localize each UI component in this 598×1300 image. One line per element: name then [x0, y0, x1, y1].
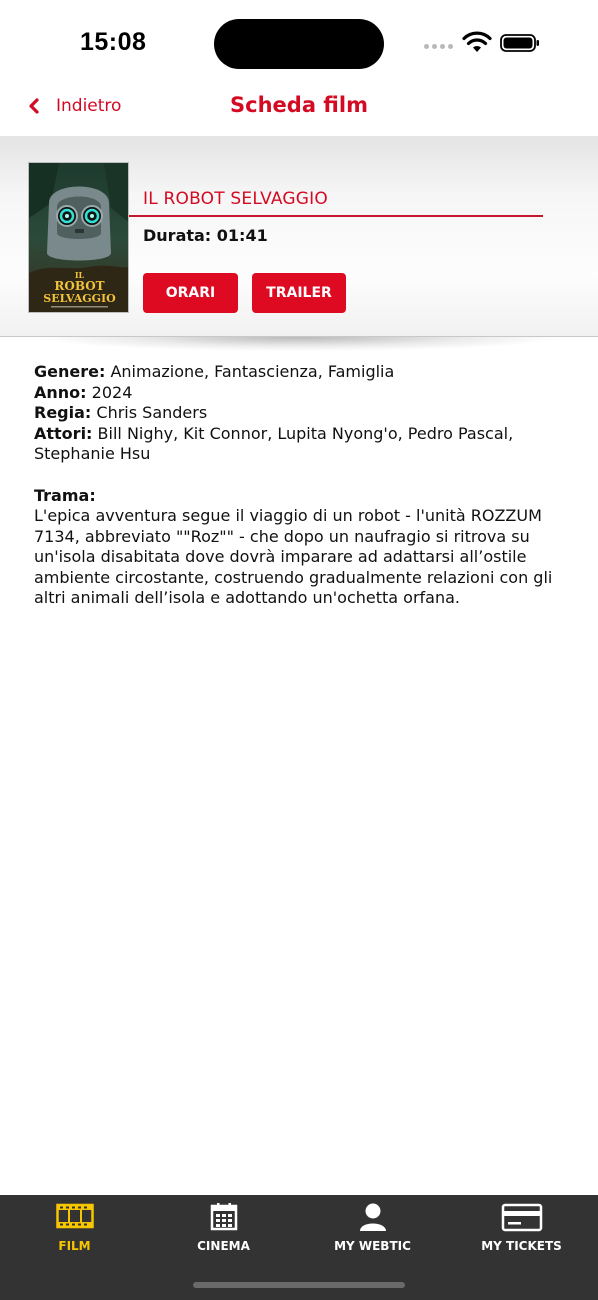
- card-icon: [501, 1202, 543, 1232]
- movie-header: [0, 136, 598, 337]
- year-row: [34, 383, 574, 404]
- director-label: Regia:: [34, 403, 92, 422]
- plot-label: Trama:: [34, 485, 96, 505]
- movie-duration: Durata: 01:41: [143, 226, 268, 245]
- poster-title-selvaggio: SELVAGGIO: [43, 292, 116, 305]
- film-icon: [56, 1202, 94, 1230]
- tab-my-webtic[interactable]: [298, 1195, 447, 1265]
- title-divider: [129, 215, 543, 217]
- tab-my-tickets-label: MY TICKETS: [481, 1239, 562, 1253]
- director-row: [34, 403, 574, 424]
- actors-row: [34, 424, 574, 465]
- battery-icon: [500, 33, 540, 53]
- calendar-icon: [209, 1202, 239, 1232]
- trailer-button[interactable]: TRAILER: [252, 273, 346, 313]
- movie-details: [34, 362, 574, 609]
- actors-label: Attori:: [34, 423, 93, 443]
- tab-cinema[interactable]: [149, 1195, 298, 1265]
- plot-text: L'epica avventura segue il viaggio di un robot - l'unità ROZZUM 7134, abbreviato ""Roz"" - che dopo un naufragio si ritrova su un'isola disabitata dove dovrà imparare ad adattarsi all’ostile ambiente circostante, costruendo gradualmente relazioni con gli altri animali dell’isola e adottando un'ochetta orfana.: [34, 506, 553, 607]
- genre-row: [34, 362, 574, 383]
- tab-film-label: FILM: [58, 1239, 91, 1253]
- tab-film[interactable]: [0, 1195, 149, 1265]
- status-time: 15:08: [80, 28, 147, 56]
- user-icon: [358, 1202, 388, 1232]
- actors-value: Bill Nighy, Kit Connor, Lupita Nyong'o, Pedro Pascal, Stephanie Hsu: [34, 423, 514, 463]
- status-bar: [0, 0, 598, 80]
- director-value: Chris Sanders: [91, 403, 208, 422]
- home-indicator: [193, 1282, 405, 1288]
- movie-poster: [28, 162, 129, 313]
- back-label: Indietro: [56, 96, 122, 116]
- panel-shadow: [40, 337, 558, 351]
- poster-title-il: IL: [74, 270, 85, 280]
- year-value: 2024: [86, 382, 133, 402]
- page-title: Scheda film: [230, 93, 368, 117]
- showtimes-button[interactable]: ORARI: [143, 273, 238, 313]
- cellular-signal-icon: [424, 44, 453, 49]
- tab-my-webtic-label: MY WEBTIC: [334, 1239, 411, 1253]
- navigation-bar: [0, 80, 598, 136]
- poster-title-robot: ROBOT: [54, 279, 105, 293]
- tab-my-tickets[interactable]: [447, 1195, 596, 1265]
- genre-label: Genere:: [34, 362, 106, 381]
- tab-cinema-label: CINEMA: [197, 1239, 250, 1253]
- genre-value: Animazione, Fantascienza, Famiglia: [105, 362, 395, 381]
- wifi-icon: [462, 31, 492, 55]
- movie-title: IL ROBOT SELVAGGIO: [143, 189, 328, 209]
- dynamic-island: [214, 19, 384, 69]
- year-label: Anno:: [34, 382, 87, 402]
